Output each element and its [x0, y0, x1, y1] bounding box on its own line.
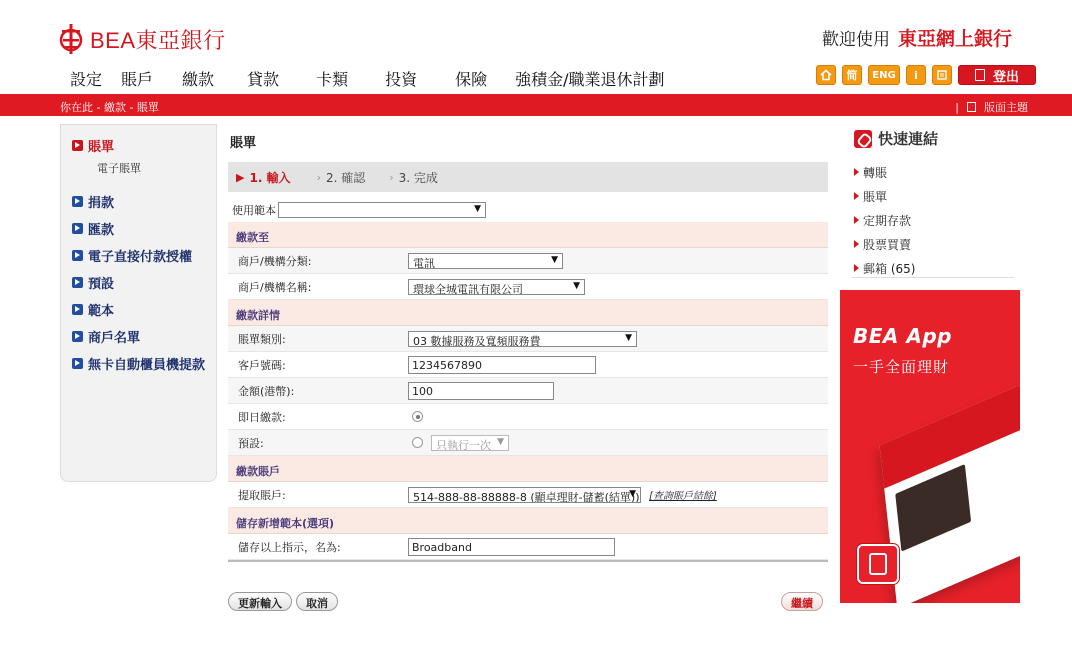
- payment-form: [228, 222, 828, 562]
- sidebar-item-eddа[interactable]: [72, 246, 192, 265]
- quick-link-label: 定期存款: [863, 213, 912, 228]
- nav-payments[interactable]: 繳款: [182, 70, 215, 89]
- simplified-chinese-button[interactable]: 简: [842, 65, 862, 85]
- sidebar-item-label: 賬單: [88, 140, 115, 155]
- form-buttons: [228, 592, 338, 611]
- separator: |: [955, 100, 959, 114]
- step-complete: [389, 169, 438, 186]
- quick-links-list: [854, 160, 915, 280]
- phone-screenshot-image: [880, 381, 1020, 603]
- theme-link[interactable]: [955, 99, 1028, 115]
- triangle-right-icon: [854, 192, 859, 200]
- triangle-right-icon: [854, 216, 859, 224]
- quick-link-bills[interactable]: [854, 184, 915, 208]
- nav-investment[interactable]: 投資: [385, 70, 418, 89]
- sidebar-item-preset[interactable]: [72, 273, 114, 292]
- nav-insurance[interactable]: 保險: [455, 70, 488, 89]
- merchant-name-select[interactable]: 環球全城電訊有限公司 ▼: [408, 279, 585, 295]
- merchant-name-row: [228, 274, 828, 300]
- quick-link-label: 賬單: [863, 189, 888, 204]
- quick-link-label: 股票買賣: [863, 237, 912, 252]
- logout-label: 登出: [992, 69, 1019, 85]
- arrow-square-icon: [72, 196, 83, 207]
- quick-link-label: 郵箱 (65): [863, 261, 916, 276]
- debit-account-select[interactable]: 514-888-88-88888-8 (顯卓理財-儲蓄(結單)) ▼: [408, 487, 641, 503]
- step-label: 2. 確認: [325, 170, 366, 185]
- arrow-square-icon: [72, 304, 83, 315]
- field-label: 儲存以上指示，名為:: [238, 540, 341, 554]
- chevron-right-icon: ›: [389, 170, 394, 184]
- document-icon: [936, 69, 948, 81]
- field-label: 客戶號碼:: [238, 358, 286, 372]
- field-label: 金額(港幣):: [238, 384, 295, 398]
- sidebar-item-label: 匯款: [88, 223, 115, 238]
- door-icon: [975, 69, 985, 81]
- breadcrumb: 你在此 - 繳款 - 賬單: [60, 101, 159, 114]
- nav-cards[interactable]: 卡類: [316, 70, 349, 89]
- sidebar-item-label: 無卡自動櫃員機提款: [88, 358, 206, 373]
- info-icon[interactable]: i: [906, 65, 926, 85]
- quick-links-label: 快速連結: [878, 130, 939, 148]
- preset-row: [228, 430, 828, 456]
- sidebar-item-cardless-atm[interactable]: [72, 354, 205, 373]
- main-nav: [70, 67, 665, 90]
- bea-emblem-icon: [869, 553, 887, 575]
- section-debit-account: 繳款賬戶: [228, 456, 828, 482]
- divider: [228, 560, 828, 562]
- quick-links: [840, 120, 1019, 290]
- quick-link-stock-trading[interactable]: [854, 232, 915, 256]
- sidebar-item-label: 預設: [88, 277, 115, 292]
- link-text: 查詢賬戶結餘: [652, 491, 713, 502]
- bea-logo[interactable]: [58, 22, 226, 56]
- nav-loans[interactable]: 貸款: [247, 70, 280, 89]
- welcome-brand: 東亞網上銀行: [897, 28, 1012, 50]
- template-row: [232, 202, 486, 218]
- left-sidebar: [60, 124, 217, 482]
- quick-links-title: [854, 128, 938, 149]
- field-label: 即日繳款:: [238, 410, 286, 424]
- sidebar-item-donation[interactable]: [72, 192, 114, 211]
- save-as-row: [228, 534, 828, 560]
- nav-settings[interactable]: 設定: [70, 70, 103, 89]
- triangle-right-icon: ▶: [236, 170, 245, 184]
- arrow-square-icon: [72, 277, 83, 288]
- layout-icon: [967, 102, 976, 112]
- bea-app-promo-banner[interactable]: [840, 290, 1020, 603]
- arrow-square-icon: [72, 358, 83, 369]
- sidebar-subitem-ebill[interactable]: 電子賬單: [97, 162, 141, 175]
- breadcrumb-bar: [0, 94, 1072, 116]
- nav-mpf[interactable]: 強積金/職業退休計劃: [515, 70, 665, 89]
- merchant-category-row: [228, 248, 828, 274]
- balance-inquiry-link[interactable]: [查詢賬戶結餘]: [649, 491, 717, 502]
- english-button[interactable]: ENG: [868, 65, 900, 85]
- home-icon[interactable]: [816, 65, 836, 85]
- sidebar-item-merchant-list[interactable]: [72, 327, 140, 346]
- section-details: 繳款詳情: [228, 300, 828, 326]
- divider: [852, 277, 1014, 278]
- sidebar-item-label: 商戶名單: [88, 331, 141, 346]
- step-input: [236, 169, 291, 186]
- arrow-square-icon: [72, 140, 83, 151]
- bea-app-icon: [857, 544, 899, 584]
- sidebar-item-label: 捐款: [88, 196, 115, 211]
- amount-row: [228, 378, 828, 404]
- sidebar-item-bills[interactable]: [72, 136, 114, 155]
- step-label: 1. 輸入: [249, 170, 291, 185]
- arrow-square-icon: [72, 331, 83, 342]
- arrow-square-icon: [72, 250, 83, 261]
- bill-type-select[interactable]: 03 數據服務及寬頻服務費 ▼: [408, 331, 637, 347]
- pay-today-row: [228, 404, 828, 430]
- sidebar-item-label: 電子直接付款授權: [88, 250, 193, 265]
- pay-today-radio[interactable]: [412, 411, 423, 422]
- cancel-button[interactable]: 取消: [296, 592, 338, 611]
- step-indicator: [228, 162, 828, 192]
- welcome-prefix: 歡迎使用: [821, 30, 890, 50]
- reset-button[interactable]: 更新輸入: [228, 592, 292, 611]
- house-icon: [820, 69, 832, 81]
- bea-emblem-icon: [58, 22, 84, 56]
- quick-link-transfer[interactable]: [854, 160, 915, 184]
- sidebar-item-templates[interactable]: [72, 300, 114, 319]
- promo-subtitle: 一手全面理財: [853, 358, 950, 376]
- logout-button[interactable]: [958, 65, 1036, 85]
- section-save-template: 儲存新增範本(選項): [228, 508, 828, 534]
- preset-frequency-select[interactable]: 只執行一次 ▼: [431, 435, 509, 451]
- link-icon: [854, 130, 872, 148]
- customer-number-input[interactable]: 1234567890: [408, 356, 596, 374]
- field-label: 預設:: [238, 436, 264, 450]
- amount-input[interactable]: 100: [408, 382, 554, 400]
- theme-label: 版面主題: [984, 101, 1028, 114]
- template-select[interactable]: [278, 202, 486, 218]
- step-label: 3. 完成: [398, 170, 438, 185]
- welcome-banner: [822, 24, 1012, 51]
- header-icons: [816, 65, 1036, 85]
- print-icon[interactable]: [932, 65, 952, 85]
- step-confirm: [317, 169, 366, 186]
- quick-link-label: 轉賬: [863, 165, 888, 180]
- debit-account-row: [228, 482, 828, 508]
- promo-title: BEA App: [853, 324, 952, 348]
- template-name-input[interactable]: Broadband: [408, 538, 615, 556]
- quick-link-time-deposit[interactable]: [854, 208, 915, 232]
- triangle-right-icon: [854, 168, 859, 176]
- field-label: 商戶/機構分類:: [238, 254, 312, 268]
- sidebar-item-remittance[interactable]: [72, 219, 114, 238]
- logo-text: BEA東亞銀行: [90, 27, 226, 53]
- triangle-right-icon: [854, 240, 859, 248]
- template-label: 使用範本: [232, 204, 276, 217]
- nav-accounts[interactable]: 賬戶: [121, 70, 154, 89]
- field-label: 賬單類別:: [238, 332, 286, 346]
- preset-radio[interactable]: [412, 437, 423, 448]
- page-title: 賬單: [230, 136, 257, 151]
- chevron-right-icon: ›: [316, 170, 321, 184]
- merchant-category-select[interactable]: 電訊 ▼: [408, 253, 563, 269]
- triangle-right-icon: [854, 264, 859, 272]
- continue-button[interactable]: 繼續: [781, 592, 823, 611]
- customer-no-row: [228, 352, 828, 378]
- section-pay-to: 繳款至: [228, 222, 828, 248]
- bill-type-row: [228, 326, 828, 352]
- field-label: 提取賬戶:: [238, 488, 286, 502]
- sidebar-item-label: 範本: [88, 304, 115, 319]
- field-label: 商戶/機構名稱:: [238, 280, 312, 294]
- arrow-square-icon: [72, 223, 83, 234]
